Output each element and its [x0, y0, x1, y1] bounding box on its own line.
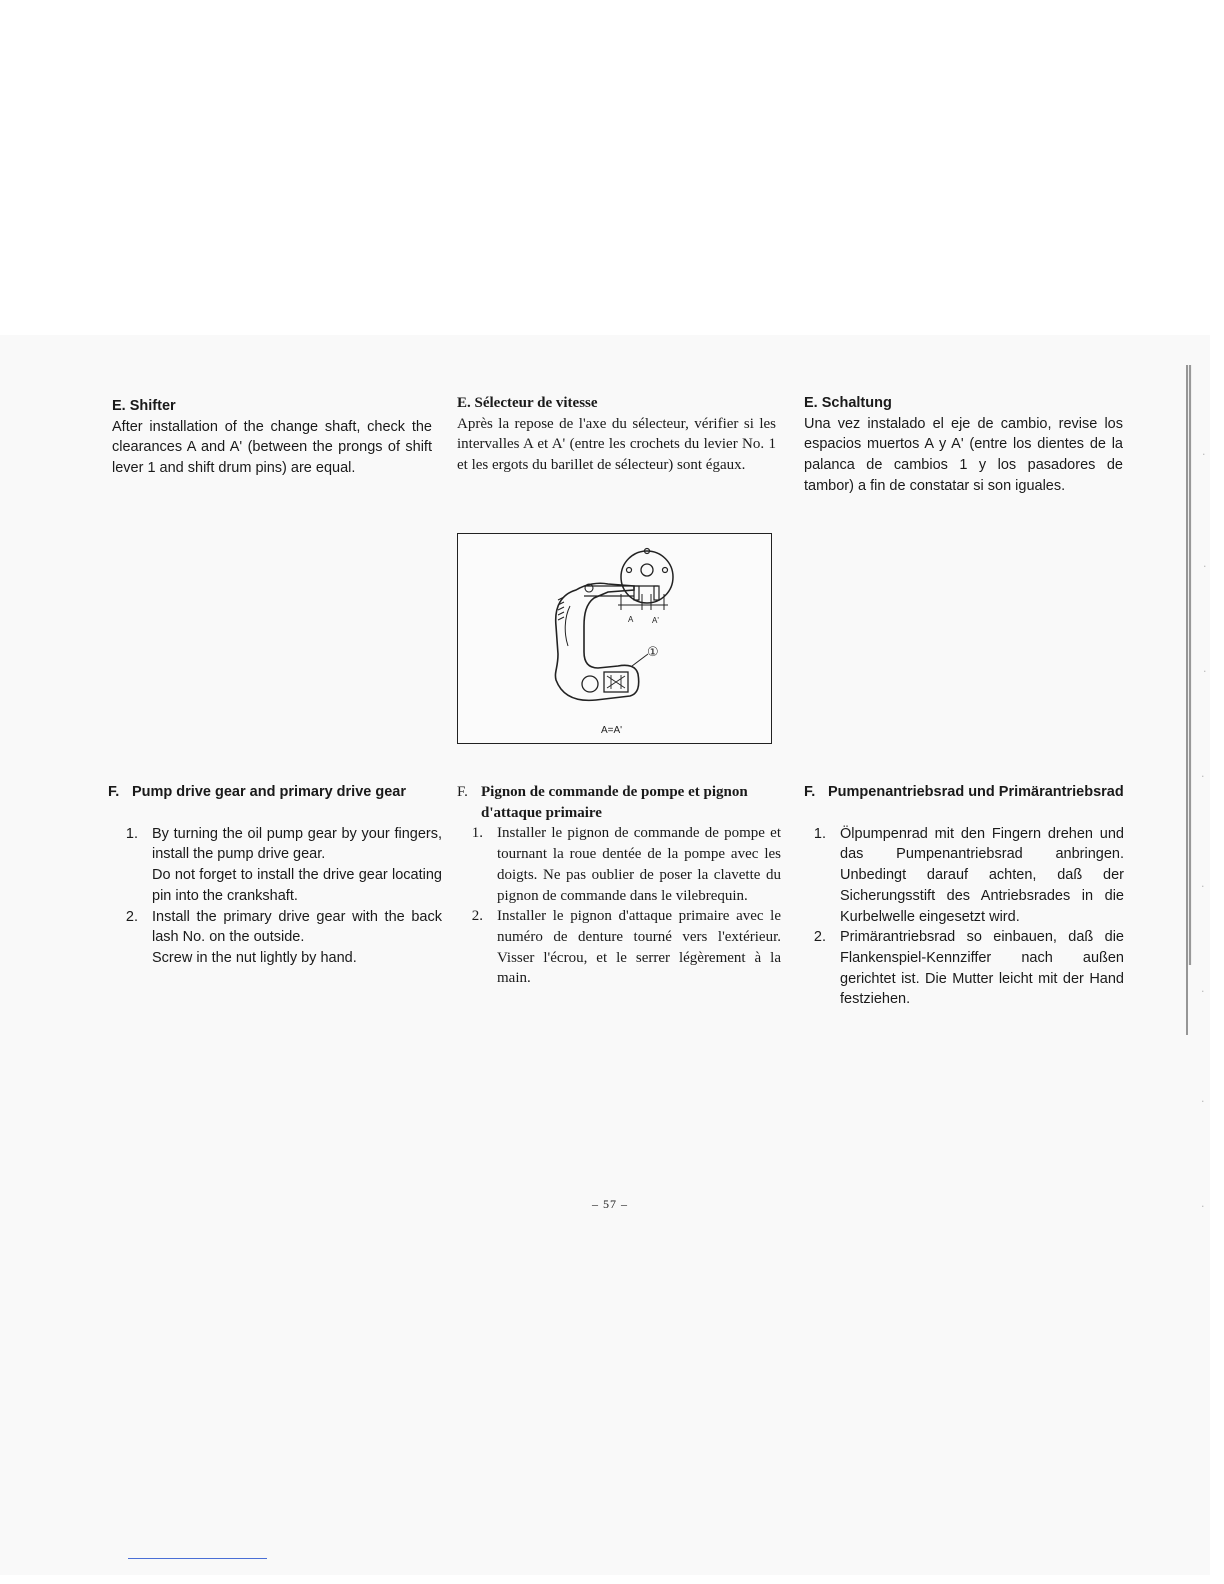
shift-lever-edge: [565, 606, 570, 646]
section-f-french-heading: [457, 782, 781, 823]
section-e-german-body: Una vez instalado el eje de cambio, revise los espacios muertos A y A' (entre los dientes de la palanca de cambios 1 y los pasadores de tambor) a fin de constatar si son iguales.: [804, 415, 1123, 494]
section-e-german: [804, 393, 1123, 497]
section-f-french: [457, 782, 781, 989]
section-f-german-title: Pumpenantriebsrad und Primärantriebsrad: [828, 784, 1124, 800]
section-f-english-item: [108, 907, 442, 969]
scan-speck: ·: [1203, 665, 1207, 678]
scan-speck: ·: [1203, 560, 1207, 573]
section-f-french-letter: F.: [457, 784, 468, 800]
item-text: Installer le pignon d'attaque primaire avec le numéro de denture tourné vers l'extérieur. Visser l'écrou, et le serrer légèrement à la main.: [497, 908, 781, 987]
item-text: Installer le pignon de commande de pompe et tournant la roue dentée de la pompe avec les doigts. Ne pas oublier de poser la clavette du pignon de commande dans le vilebrequin.: [497, 825, 781, 904]
section-f-french-item: [457, 906, 781, 989]
section-e-french-body: Après la repose de l'axe du sélecteur, vérifier si les intervalles A et A' (entre les crochets du levier No. 1 et les ergots du barillet de sélecteur) sont égaux.: [457, 415, 776, 474]
section-f-german: [804, 782, 1124, 1010]
section-e-german-title: E. Schaltung: [804, 395, 892, 411]
scan-speck: ·: [1201, 1095, 1205, 1108]
item-text: Install the primary drive gear with the back lash No. on the outside.: [152, 908, 442, 946]
lever-nut-hatching: [607, 675, 625, 689]
item-number: 1.: [471, 825, 483, 842]
item-number: 2.: [125, 908, 138, 925]
item-number: 2.: [813, 929, 826, 946]
shift-lever-body: [555, 583, 638, 700]
lever-bolt-hole: [582, 676, 598, 692]
section-f-english-title: Pump drive gear and primary drive gear: [132, 784, 406, 800]
shift-drum-center-hole: [641, 564, 653, 576]
section-f-german-item: [804, 927, 1124, 1010]
binding-edge: [1185, 365, 1193, 1035]
section-f-french-title-line1: Pignon de commande de pompe et pignon: [481, 784, 748, 800]
section-f-french-title-line2: d'attaque primaire: [481, 804, 602, 821]
item-number: 1.: [125, 825, 138, 842]
drum-pin: [654, 586, 659, 600]
scan-speck: ·: [1201, 985, 1205, 998]
shift-drum-pin-hole: [663, 568, 668, 573]
scan-speck: ·: [1201, 770, 1205, 783]
shift-lever-diagram: [458, 534, 773, 745]
section-f-english: [108, 782, 442, 969]
item-text: By turning the oil pump gear by your fingers, install the pump drive gear.: [152, 825, 442, 863]
shift-lever-figure: [457, 533, 772, 744]
shift-drum-pin-hole: [627, 568, 632, 573]
bottom-rule: [128, 1558, 267, 1559]
section-e-english-title: E. Shifter: [112, 398, 176, 414]
callout-1: ①: [647, 645, 659, 660]
scan-speck: ·: [1201, 880, 1205, 893]
scan-speck: ·: [1202, 448, 1206, 461]
item-number: 1.: [813, 825, 826, 842]
page-number: – 57 –: [592, 1197, 628, 1211]
shift-drum-circle: [621, 551, 673, 603]
callout-leader: [632, 654, 648, 666]
section-f-english-heading: [108, 782, 442, 803]
item-number: 2.: [471, 908, 483, 925]
item-text: Primärantriebsrad so einbauen, daß die Flankenspiel-Kennziffer nach außen gerichtet ist. Die Mutter leicht mit der Hand festziehen.: [840, 929, 1124, 1008]
section-f-english-item: [108, 824, 442, 907]
item-text-note: Do not forget to install the drive gear locating pin into the crankshaft.: [152, 867, 442, 904]
section-f-german-item: [804, 824, 1124, 928]
section-f-german-heading: [804, 782, 1124, 803]
label-a: A: [628, 615, 634, 624]
figure-formula: A=A': [601, 725, 623, 736]
item-text: Ölpumpenrad mit den Fingern drehen und das Pumpenantriebsrad anbringen. Unbedingt darauf achten, daß der Sicherungsstift des Antriebsrades in die Kurbelwelle eingesetzt wird.: [840, 825, 1124, 925]
scan-speck: ·: [1201, 1200, 1205, 1213]
section-e-english: [112, 396, 432, 479]
label-a-prime: A': [652, 616, 659, 625]
section-f-german-letter: F.: [804, 784, 816, 800]
section-f-english-letter: F.: [108, 784, 120, 800]
section-e-french: [457, 393, 776, 476]
section-e-english-body: After installation of the change shaft, check the clearances A and A' (between the prongs of shift lever 1 and shift drum pins) are equal.: [112, 418, 432, 477]
section-e-french-title: E. Sélecteur de vitesse: [457, 395, 598, 411]
section-f-french-item: [457, 823, 781, 906]
item-text-note: Screw in the nut lightly by hand.: [152, 949, 357, 966]
